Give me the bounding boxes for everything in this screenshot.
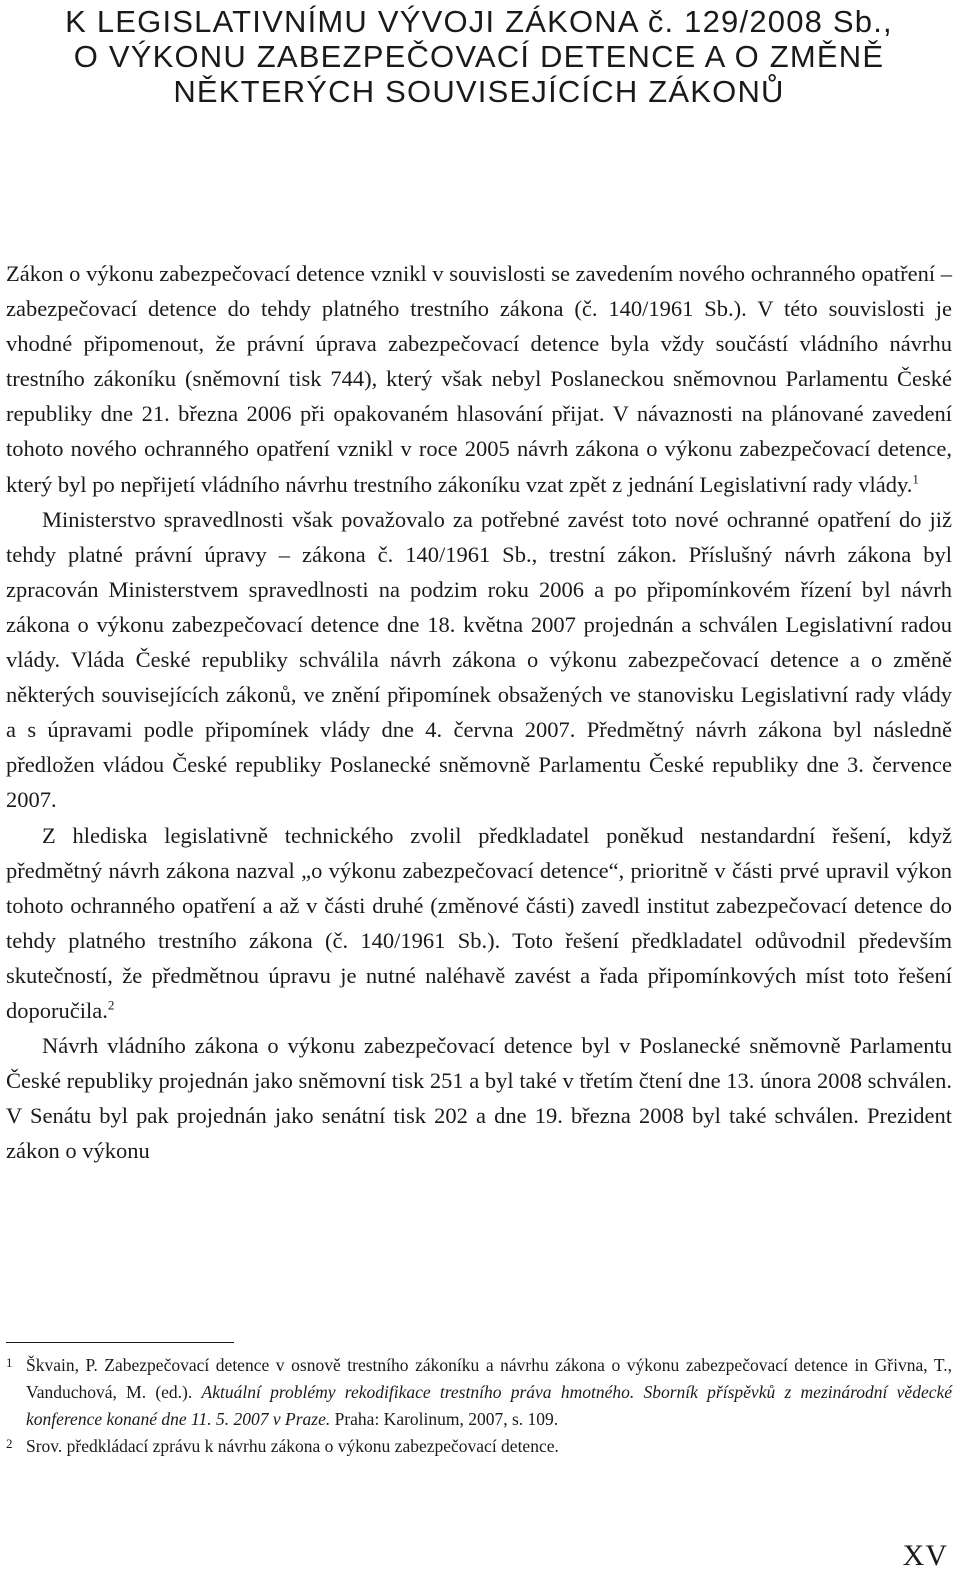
footnote-ref-2: 2 xyxy=(107,997,115,1013)
footnote-2 xyxy=(6,1433,952,1460)
footnote-separator xyxy=(6,1342,234,1343)
body-text xyxy=(6,256,952,1168)
paragraph-1 xyxy=(6,256,952,502)
paragraph-3-text: Z hlediska legislativně technického zvolil předkladatel poněkud nestandardní řešení, když předmětný návrh zákona nazval „o výkonu zabezpečovací detence“, prioritně v části prvé upravil výkon tohoto ochranného opatření a až v části druhé (změnové části) zavedl institut zabezpečovací detence do tehdy platného trestního zákona (č. 140/1961 Sb.). Toto řešení předkladatel odůvodnil především skutečností, že předmětnou úpravu je nutné naléhavě zavést a řada připomínkových míst toto řešení doporučila. xyxy=(6,822,952,1023)
chapter-title xyxy=(6,0,952,109)
chapter-title-line-3: NĚKTERÝCH SOUVISEJÍCÍCH ZÁKONŮ xyxy=(173,74,785,109)
footnote-2-number: 2 xyxy=(6,1436,13,1451)
footnote-1-text-b: Praha: Karolinum, 2007, s. 109. xyxy=(330,1409,559,1429)
footnote-ref-1: 1 xyxy=(912,471,919,487)
paragraph-4: Návrh vládního zákona o výkonu zabezpečovací detence byl v Poslanecké sněmovně Parlamentu České republiky projednán jako sněmovní tisk 251 a byl také v třetím čtení dne 13. února 2008 schválen. V Senátu byl pak projednán jako senátní tisk 202 a dne 19. března 2008 byl také schválen. Prezident zákon o výkonu xyxy=(6,1033,952,1164)
paragraph-2: Ministerstvo spravedlnosti však považovalo za potřebné zavést toto nové ochranné opatření do již tehdy platné právní úpravy – zákona č. 140/1961 Sb., trestní zákon. Příslušný návrh zákona byl zpracován Ministerstvem spravedlnosti na podzim roku 2006 a po připomínkovém řízení byl návrh zákona o výkonu zabezpečovací detence dne 18. května 2007 projednán a schválen Legislativní radou vlády. Vláda České republiky schválila návrh zákona o výkonu zabezpečovací detence a o změně některých souvisejících zákonů, ve znění připomínek obsažených ve stanovisku Legislativní rady vlády a s úpravami podle připomínek vlády dne 4. června 2007. Předmětný návrh zákona byl následně předložen vládou České republiky Poslanecké sněmovně Parlamentu České republiky dne 3. července 2007. xyxy=(6,506,952,813)
footnote-1-italic-title: Aktuální problémy rekodifikace trestního práva hmotného. Sborník příspěvků z mezinárodní vědecké konference konané dne 11. 5. 2007 v Praze. xyxy=(26,1382,953,1429)
footnote-1 xyxy=(6,1352,952,1433)
footnote-1-number: 1 xyxy=(6,1355,13,1370)
paragraph-1-text: Zákon o výkonu zabezpečovací detence vznikl v souvislosti se zavedením nového ochranného opatření – zabezpečovací detence do tehdy platného trestního zákona (č. 140/1961 Sb.). V této souvislosti je vhodné připomenout, že právní úprava zabezpečovací detence byla vždy součástí vládního návrhu trestního zákoníku (sněmovní tisk 744), který však nebyl Poslaneckou sněmovnou Parlamentu České republiky dne 21. března 2006 při opakovaném hlasování přijat. V návaznosti na plánované zavedení tohoto nového ochranného opatření vznikl v roce 2005 návrh zákona o výkonu zabezpečovací detence, který byl po nepřijetí vládního návrhu trestního zákoníku vzat zpět z jednání Legislativní rady vlády. xyxy=(6,261,952,497)
paragraph-3 xyxy=(6,818,952,1029)
chapter-title-line-1: K LEGISLATIVNÍMU VÝVOJI ZÁKONA č. 129/2008 Sb., xyxy=(65,4,893,39)
footnote-2-text: Srov. předkládací zprávu k návrhu zákona o výkonu zabezpečovací detence. xyxy=(26,1436,559,1456)
document-page xyxy=(6,0,952,1574)
footnotes xyxy=(6,1352,952,1460)
footnote-1-text-a: Škvain, P. Zabezpečovací detence v osnově trestního zákoníku a návrhu zákona o výkonu zabezpečovací detence in Gřivna, T., Vanduchová, M. (ed.). xyxy=(26,1355,952,1402)
page-number: XV xyxy=(902,1539,948,1572)
chapter-title-line-2: O VÝKONU ZABEZPEČOVACÍ DETENCE A O ZMĚNĚ xyxy=(73,39,885,74)
